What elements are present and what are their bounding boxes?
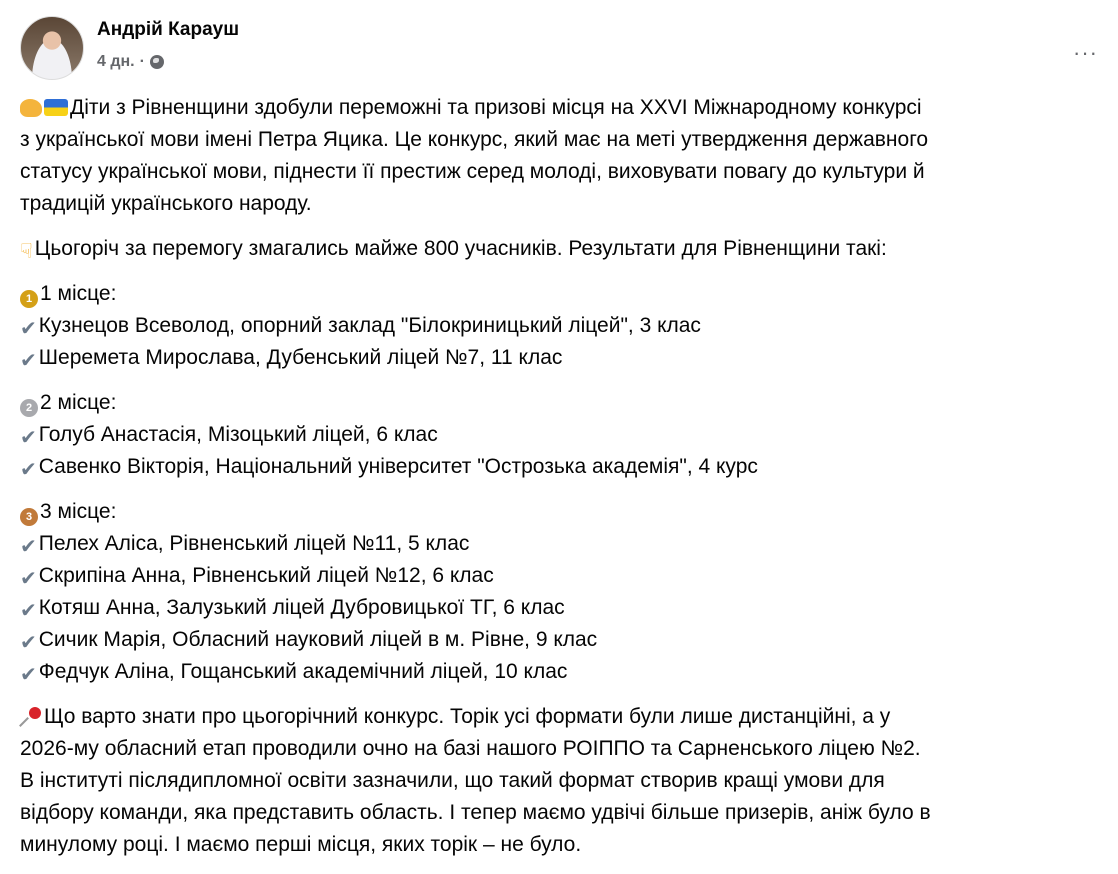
post-body [20,92,1098,874]
text-line [20,765,1098,797]
ukraine-flag-icon [44,99,68,116]
more-options-button[interactable]: ··· [1073,40,1098,65]
avatar[interactable] [20,16,84,80]
medal-icon: 3 [20,508,38,526]
text-line [20,124,1098,156]
list-item [20,624,1098,656]
text: минулому році. І маємо перші місця, яких торік – не було. [20,833,582,856]
flexed-biceps-icon [20,99,42,117]
place-heading [20,387,1098,419]
text: з української мови імені Петра Яцика. Це конкурс, який має на меті утвердження державного [20,128,929,151]
check-mark-icon: ✔ [20,534,37,558]
text: В інституті післядипломної освіти зазначили, що такий формат створив кращі умови для [20,769,885,792]
text-line [20,733,1098,765]
winner-text: Шеремета Мирослава, Дубенський ліцей №7, 11 клас [38,346,563,369]
text: Що варто знати про цьогорічний конкурс. Торік усі формати були лише дистанційні, а у [44,705,891,728]
place-title: 1 місце: [40,282,117,305]
check-mark-icon: ✔ [20,662,37,686]
winner-text: Кузнецов Всеволод, опорний заклад "Білокриницький ліцей", 3 клас [38,314,701,337]
places-list [20,278,1098,688]
check-mark-icon: ✔ [20,457,37,481]
paragraph-intro [20,92,1098,220]
winner-text: Котяш Анна, Залузький ліцей Дубровицької ТГ, 6 клас [38,596,565,619]
text: відбору команди, яка представить область. І тепер маємо удвічі більше призерів, аніж було в [20,801,931,824]
check-mark-icon: ✔ [20,348,37,372]
place-heading [20,278,1098,310]
text: статусу української мови, піднести її престиж серед молоді, виховувати повагу до культури й [20,160,925,183]
place-title: 2 місце: [40,391,117,414]
pointing-down-icon: ☟ [20,239,33,263]
winner-text: Голуб Анастасія, Мізоцький ліцей, 6 клас [38,423,438,446]
post-time[interactable]: 4 дн. [97,53,135,70]
list-item [20,310,1098,342]
winner-text: Федчук Аліна, Гощанський академічний ліцей, 10 клас [38,660,568,683]
list-item [20,419,1098,451]
place-title: 3 місце: [40,500,117,523]
text-line [20,188,1098,220]
winner-text: Сичик Марія, Обласний науковий ліцей в м. Рівне, 9 клас [38,628,598,651]
winner-text: Скрипіна Анна, Рівненський ліцей №12, 6 клас [38,564,494,587]
count-text: Цьогоріч за перемогу змагались майже 800 учасників. Результати для Рівненщини такі: [34,237,887,260]
check-mark-icon: ✔ [20,598,37,622]
text-line [20,701,1098,733]
check-mark-icon: ✔ [20,316,37,340]
check-mark-icon: ✔ [20,425,37,449]
winner-text: Савенко Вікторія, Національний університет "Острозька академія", 4 курс [38,455,758,478]
medal-icon: 2 [20,399,38,417]
paragraph-about [20,701,1098,861]
check-mark-icon: ✔ [20,566,37,590]
list-item [20,656,1098,688]
winner-text: Пелех Аліса, Рівненський ліцей №11, 5 клас [38,532,470,555]
count-line [20,233,1098,265]
check-mark-icon: ✔ [20,630,37,654]
pushpin-icon [20,706,42,726]
text-line [20,156,1098,188]
list-item [20,528,1098,560]
text-line [20,797,1098,829]
paragraph-count [20,233,1098,265]
list-item [20,560,1098,592]
post-meta [97,53,164,71]
place-heading [20,496,1098,528]
text-line [20,92,1098,124]
list-item [20,451,1098,483]
text-line [20,829,1098,861]
place-section [20,496,1098,688]
place-section [20,278,1098,374]
separator: · [139,53,145,70]
medal-icon: 1 [20,290,38,308]
text: Діти з Рівненщини здобули переможні та призові місця на XXVI Міжнародному конкурсі [70,96,922,119]
globe-icon [150,55,164,69]
author-name[interactable]: Андрій Карауш [97,19,240,40]
text: 2026-му обласний етап проводили очно на базі нашого РОІППО та Сарненського ліцею №2. [20,737,921,760]
list-item [20,592,1098,624]
text: традицій українського народу. [20,192,312,215]
place-section [20,387,1098,483]
list-item [20,342,1098,374]
